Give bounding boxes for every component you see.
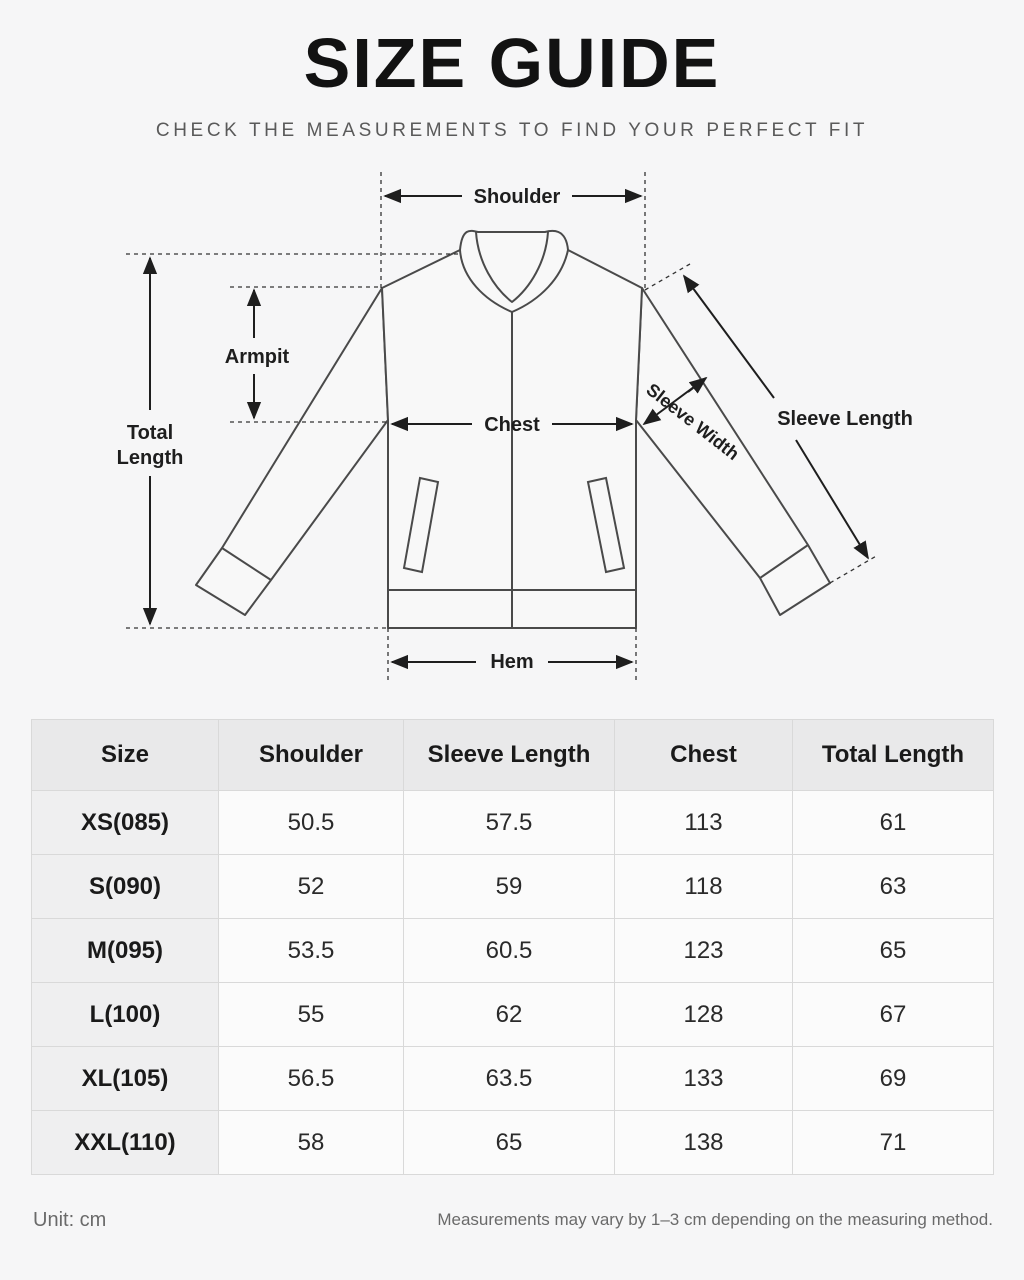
chest-label: Chest — [484, 414, 540, 436]
table-row — [32, 1111, 994, 1175]
size-cell: XXL(110) — [32, 1111, 219, 1175]
page-subtitle: CHECK THE MEASUREMENTS TO FIND YOUR PERFECT FIT — [155, 120, 869, 141]
size-cell: XL(105) — [32, 1047, 219, 1111]
sleeve-length-cell: 57.5 — [404, 791, 615, 855]
table-row — [32, 919, 994, 983]
sleeve-length-cell: 62 — [404, 983, 615, 1047]
total-length-cell: 63 — [793, 855, 994, 919]
shoulder-label: Shoulder — [473, 186, 561, 208]
jacket-measurement-diagram — [0, 160, 1024, 700]
total-length-label-line1: Total — [126, 422, 174, 444]
header-sleeve-length: Sleeve Length — [404, 720, 615, 791]
shoulder-cell: 58 — [219, 1111, 404, 1175]
chest-cell: 113 — [615, 791, 793, 855]
header-shoulder: Shoulder — [219, 720, 404, 791]
sleeve-length-label: Sleeve Length — [777, 408, 913, 430]
size-cell: L(100) — [32, 983, 219, 1047]
sleeve-length-cell: 60.5 — [404, 919, 615, 983]
sleeve-length-cell: 63.5 — [404, 1047, 615, 1111]
table-row — [32, 983, 994, 1047]
measurement-disclaimer: Measurements may vary by 1–3 cm depending on the measuring method. — [437, 1210, 993, 1229]
table-row — [32, 791, 994, 855]
chest-cell: 123 — [615, 919, 793, 983]
total-length-cell: 65 — [793, 919, 994, 983]
header-chest: Chest — [615, 720, 793, 791]
total-length-cell: 61 — [793, 791, 994, 855]
chest-cell: 138 — [615, 1111, 793, 1175]
table-row — [32, 855, 994, 919]
hem-label: Hem — [490, 651, 534, 673]
unit-note: Unit: cm — [33, 1209, 107, 1231]
total-length-cell: 69 — [793, 1047, 994, 1111]
sleeve-width-label: Sleeve Width — [642, 379, 744, 465]
table-header-row — [32, 720, 994, 791]
shoulder-cell: 55 — [219, 983, 404, 1047]
shoulder-cell: 56.5 — [219, 1047, 404, 1111]
total-length-cell: 67 — [793, 983, 994, 1047]
chest-cell: 128 — [615, 983, 793, 1047]
shoulder-cell: 50.5 — [219, 791, 404, 855]
size-cell: XS(085) — [32, 791, 219, 855]
page-title: SIZE GUIDE — [303, 24, 721, 102]
header-size: Size — [32, 720, 219, 791]
total-length-label-line2: Length — [116, 447, 184, 469]
size-cell: S(090) — [32, 855, 219, 919]
chest-cell: 118 — [615, 855, 793, 919]
armpit-label: Armpit — [224, 346, 290, 368]
chest-cell: 133 — [615, 1047, 793, 1111]
table-row — [32, 1047, 994, 1111]
header-total-length: Total Length — [793, 720, 994, 791]
shoulder-cell: 53.5 — [219, 919, 404, 983]
size-table — [31, 719, 994, 1175]
size-cell: M(095) — [32, 919, 219, 983]
total-length-cell: 71 — [793, 1111, 994, 1175]
shoulder-cell: 52 — [219, 855, 404, 919]
sleeve-length-cell: 59 — [404, 855, 615, 919]
sleeve-length-cell: 65 — [404, 1111, 615, 1175]
